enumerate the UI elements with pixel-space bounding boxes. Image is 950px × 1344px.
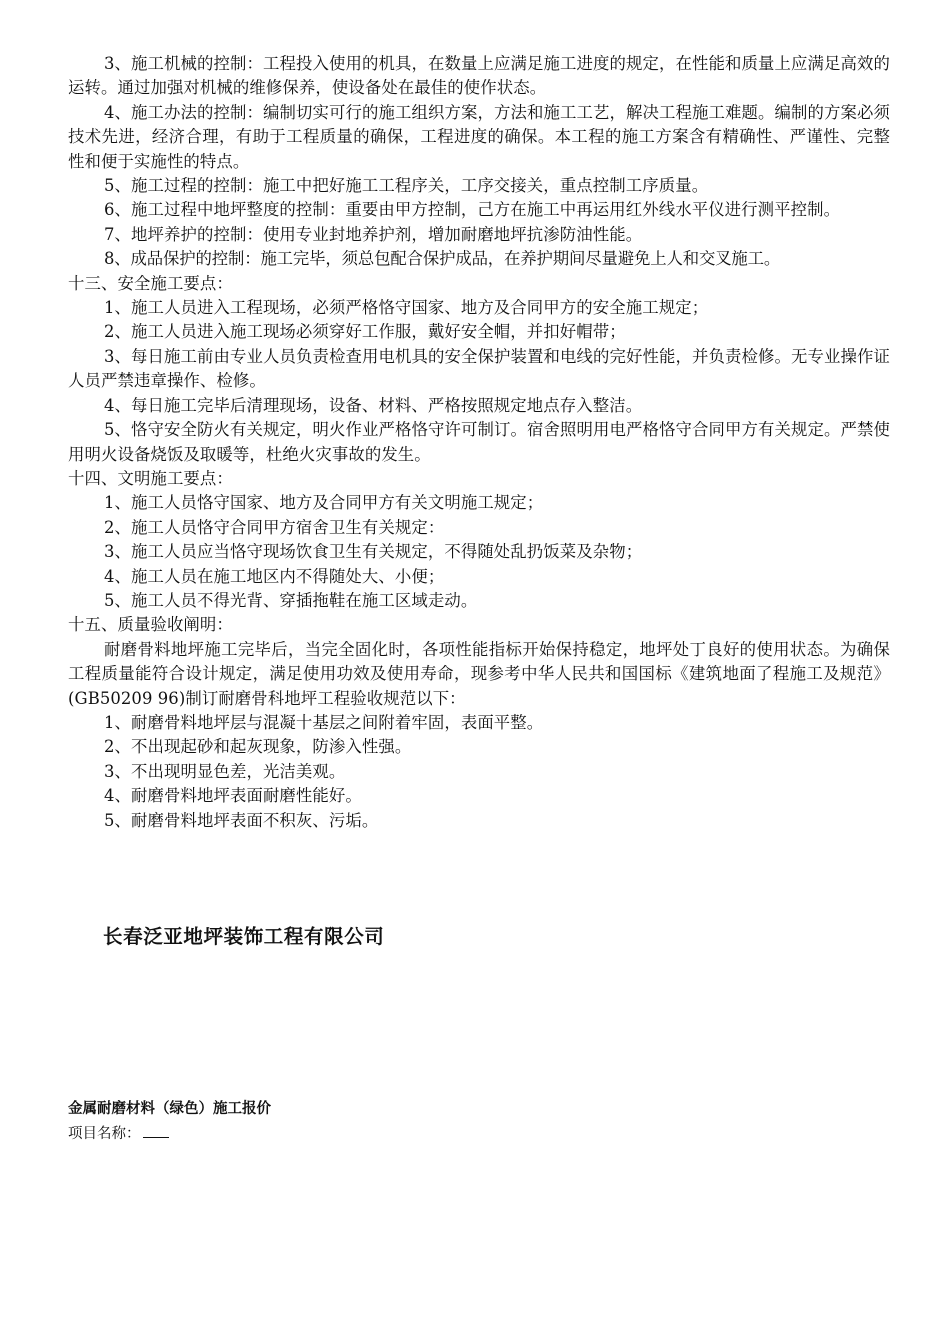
quality-item-2: 2、不出现起砂和起灰现象，防渗入性强。	[104, 737, 412, 757]
control-item-4: 4、施工办法的控制：编制切实可行的施工组织方案，方法和施工工艺，解决工程施工难题。编制的方案必须技术先进，经济合理，有助于工程质量的确保，工程进度的确保。本工程的施工方案含有精确性、严谨性、完整性和便于实施性的特点。	[68, 102, 890, 171]
control-item-3: 3、施工机械的控制：工程投入使用的机具，在数量上应满足施工进度的规定，在性能和质量上应满足高效的运转。通过加强对机械的维修保养，使设备处在最佳的使作状态。	[68, 54, 890, 98]
project-name-blank	[143, 1123, 169, 1138]
control-item-5: 5、施工过程的控制：施工中把好施工工程序关，工序交接关，重点控制工序质量。	[104, 176, 709, 196]
safety-item-5: 5、恪守安全防火有关规定，明火作业严格恪守许可制订。宿舍照明用电严格恪守合同甲方有关规定。严禁使用明火设备烧饭及取暖等，杜绝火灾事故的发生。	[68, 420, 890, 464]
safety-heading: 十三、安全施工要点：	[68, 273, 233, 293]
quality-heading: 十五、质量验收阐明：	[68, 615, 233, 635]
control-item-6: 6、施工过程中地坪整度的控制：重要由甲方控制，己方在施工中再运用红外线水平仪进行测平控制。	[104, 200, 841, 220]
quote-title: 金属耐磨材料（绿色）施工报价	[68, 1101, 271, 1117]
safety-item-1: 1、施工人员进入工程现场，必须严格恪守国家、地方及合同甲方的安全施工规定；	[104, 298, 709, 318]
control-item-7: 7、地坪养护的控制：使用专业封地养护剂，增加耐磨地坪抗渗防油性能。	[104, 224, 643, 244]
safety-item-3: 3、每日施工前由专业人员负责检查用电机具的安全保护装置和电线的完好性能，并负责检修。无专业操作证人员严禁违章操作、检修。	[68, 346, 890, 391]
civil-item-4: 4、施工人员在施工地区内不得随处大、小便；	[104, 566, 445, 586]
company-name: 长春泛亚地坪装饰工程有限公司	[103, 925, 385, 948]
quality-item-3: 3、不出现明显色差，光洁美观。	[104, 761, 346, 781]
civil-item-2: 2、施工人员恪守合同甲方宿舍卫生有关规定：	[104, 517, 445, 537]
control-item-8: 8、成品保护的控制：施工完毕，须总包配合保护成品，在养护期间尽量避免上人和交叉施工。	[104, 249, 781, 269]
project-name-label: 项目名称：	[68, 1126, 141, 1142]
civil-heading: 十四、文明施工要点：	[68, 468, 233, 488]
safety-item-4: 4、每日施工完毕后清理现场，设备、材料、严格按照规定地点存入整洁。	[104, 395, 643, 415]
quality-item-1: 1、耐磨骨料地坪层与混凝十基层之间附着牢固，表面平整。	[104, 712, 544, 732]
safety-item-2: 2、施工人员进入施工现场必须穿好工作服，戴好安全帽，并扣好帽带；	[104, 322, 626, 342]
quality-item-4: 4、耐磨骨料地坪表面耐磨性能好。	[104, 786, 362, 806]
quality-item-5: 5、耐磨骨料地坪表面不积灰、污垢。	[104, 810, 379, 830]
civil-item-1: 1、施工人员恪守国家、地方及合同甲方有关文明施工规定；	[104, 493, 544, 513]
document-body	[68, 52, 890, 833]
project-name-row	[68, 1122, 169, 1143]
quality-intro: 耐磨骨料地坪施工完毕后，当完全固化时，各项性能指标开始保持稳定，地坪处丁良好的使用状态。为确保工程质量能符合设计规定，满足使用功效及使用寿命，现参考中华人民共和国国标《建筑地面了程施工及规范》(GB50209 96)制订耐磨骨科地坪工程验收规范以下：	[68, 639, 890, 708]
civil-item-3: 3、施工人员应当恪守现场饮食卫生有关规定，不得随处乱扔饭菜及杂物；	[104, 542, 643, 562]
civil-item-5: 5、施工人员不得光背、穿插拖鞋在施工区域走动。	[104, 590, 478, 610]
